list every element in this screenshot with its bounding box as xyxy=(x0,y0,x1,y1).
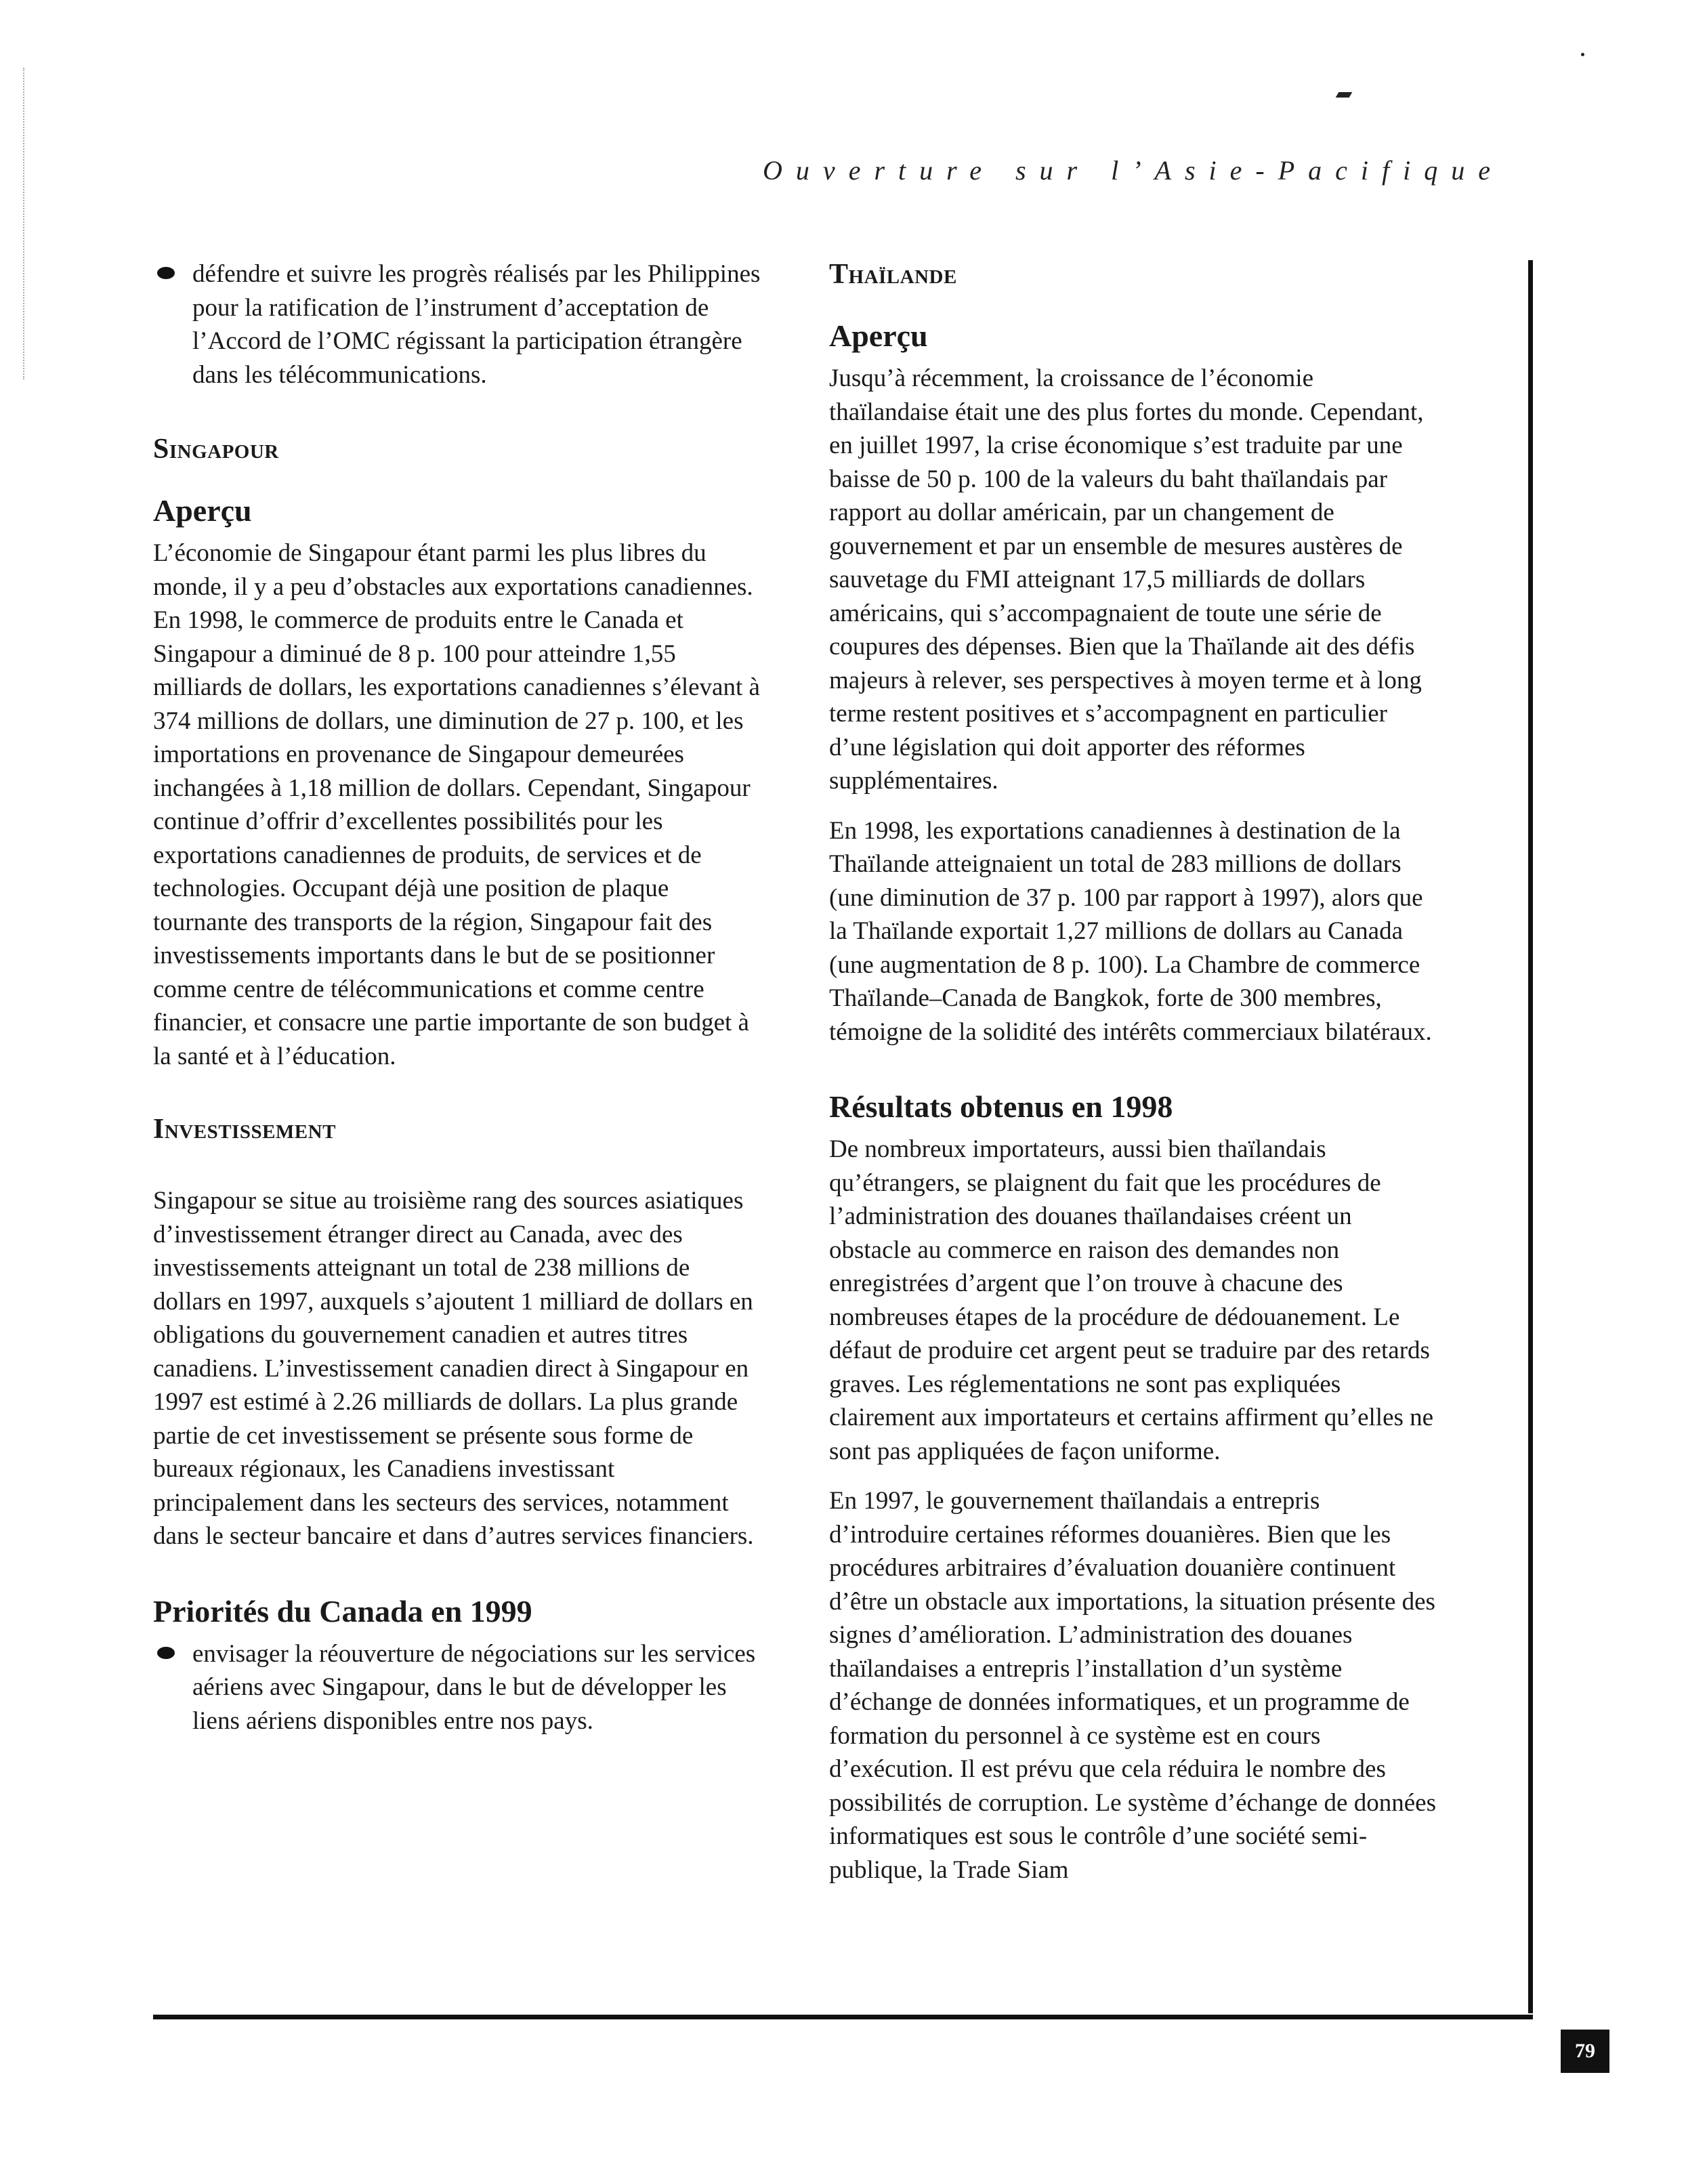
paragraph-results-1: De nombreux importateurs, aussi bien thaïlandais qu’étrangers, se plaignent du fait que les procédures de l’administration des douanes thaïlandaises créent un obstacle au commerce en raison des demandes non enregistrées d’argent que l’on trouve à chacune des nombreuses étapes de la procédure de dédouanement. Le défaut de produire cet argent peut se traduire par des retards graves. Les réglementations ne sont pas expliquées clairement aux importateurs et certains affirment qu’elles ne sont pas appliquées de façon uniforme. xyxy=(829,1135,1434,1465)
paragraph-investment: Singapour se situe au troisième rang des sources asiatiques d’investissement étranger direct au Canada, avec des investissements atteignant un total de 238 millions de dollars en 1997, auxquels s’ajoutent 1 milliard de dollars en obligations du gouvernement canadien et autres titres canadiens. L’investissement canadien direct à Singapour en 1997 est estimé à 2.26 milliards de dollars. La plus grande partie de cet investissement se présente sous forme de bureaux régionaux, les Canadiens investissant principalement dans les secteurs des services, notamment dans le secteur bancaire et dans d’autres services financiers. xyxy=(153,1187,754,1550)
subheading-results: Résultats obtenus en 1998 xyxy=(829,1089,1173,1124)
paragraph-thailand-overview-1: Jusqu’à récemment, la croissance de l’économie thaïlandaise était une des plus fortes du monde. Cependant, en juillet 1997, la crise économique s’est traduite par une baisse de 50 p. 100 de la valeurs du baht thaïlandais par rapport au dollar américain, par un changement de gouvernement et par un ensemble de mesures austères de sauvetage du FMI atteignant 17,5 milliards de dollars américains, qui s’accompagnaient de toute une série de coupures des dépenses. Bien que la Thaïlande ait des défis majeurs à relever, ses perspectives à moyen terme et à long terme restent positives et s’accompagnent en particulier d’une législation qui doit apporter des réformes supplémentaires. xyxy=(829,364,1424,795)
subheading-overview: Aperçu xyxy=(829,318,928,353)
right-column xyxy=(829,257,1439,1903)
horizontal-rule xyxy=(153,2015,1533,2019)
page-number: 79 xyxy=(1561,2030,1609,2073)
paragraph-singapore-overview: L’économie de Singapour étant parmi les plus libres du monde, il y a peu d’obstacles aux exportations canadiennes. En 1998, le commerce de produits entre le Canada et Singapour a diminué de 8 p. 100 pour atteindre 1,55 milliards de dollars, les exportations canadiennes s’élevant à 374 millions de dollars, une diminution de 27 p. 100, et les importations en provenance de Singapour demeurées inchangées à 1,18 million de dollars. Cependant, Singapour continue d’offrir d’excellentes possibilités pour les exportations canadiennes de produits, de services et de technologies. Occupant déjà une position de plaque tournante des transports de la région, Singapour fait des investissements importants dans le but de se positionner comme centre de télécommunications et comme centre financier, et consacre une partie importante de son budget à la santé et à l’éducation. xyxy=(153,539,760,1070)
subheading-overview: Aperçu xyxy=(153,493,252,528)
list-item-text: défendre et suivre les progrès réalisés par les Philippines pour la ratification de l’instrument d’acceptation de l’Accord de l’OMC régissant la participation étrangère dans les télécommunications. xyxy=(192,260,761,389)
subheading-priorities: Priorités du Canada en 1999 xyxy=(153,1593,532,1629)
scan-speck xyxy=(1581,53,1584,56)
paragraph-thailand-overview-2: En 1998, les exportations canadiennes à destination de la Thaïlande atteignaient un total de 283 millions de dollars (une diminution de 37 p. 100 par rapport à 1997), alors que la Thaïlande exportait 1,27 millions de dollars au Canada (une augmentation de 8 p. 100). La Chambre de commerce Thaïlande–Canada de Bangkok, forte de 300 membres, témoigne de la solidité des intérêts commerciaux bilatéraux. xyxy=(829,816,1432,1046)
list-item-text: envisager la réouverture de négociations sur les services aériens avec Singapour, dans le but de développer les liens aériens disponibles entre nos pays. xyxy=(192,1639,756,1735)
left-column xyxy=(153,257,763,1778)
binding-edge-marks xyxy=(23,68,26,379)
section-heading-investment: Investissement xyxy=(153,1114,336,1145)
section-heading-thailand: Thaïlande xyxy=(829,259,957,290)
list-item xyxy=(153,1637,763,1738)
paragraph-results-2: En 1997, le gouvernement thaïlandais a entrepris d’introduire certaines réformes douanières. Bien que les procédures arbitraires d’évaluation douanière continuent d’être un obstacle aux importations, la situation présente des signes d’amélioration. L’administration des douanes thaïlandaises a entrepris l’installation d’un système d’échange de données informatiques, et un programme de formation du personnel à ce système est en cours d’exécution. Il est prévu que cela réduira le nombre des possibilités de corruption. Le système d’échange de données informatiques est sous le contrôle d’une société semi-publique, la Trade Siam xyxy=(829,1487,1436,1884)
priorities-bullet-list xyxy=(153,1637,763,1738)
running-head: Ouverture sur l’Asie-Pacifique xyxy=(763,155,1504,186)
section-heading-singapore: Singapour xyxy=(153,434,279,465)
intro-bullet-list xyxy=(153,257,763,392)
list-item xyxy=(153,257,763,392)
bullet-icon xyxy=(157,267,175,279)
vertical-rule xyxy=(1528,260,1533,2013)
bullet-icon xyxy=(157,1647,175,1659)
scan-mark xyxy=(1336,92,1353,98)
